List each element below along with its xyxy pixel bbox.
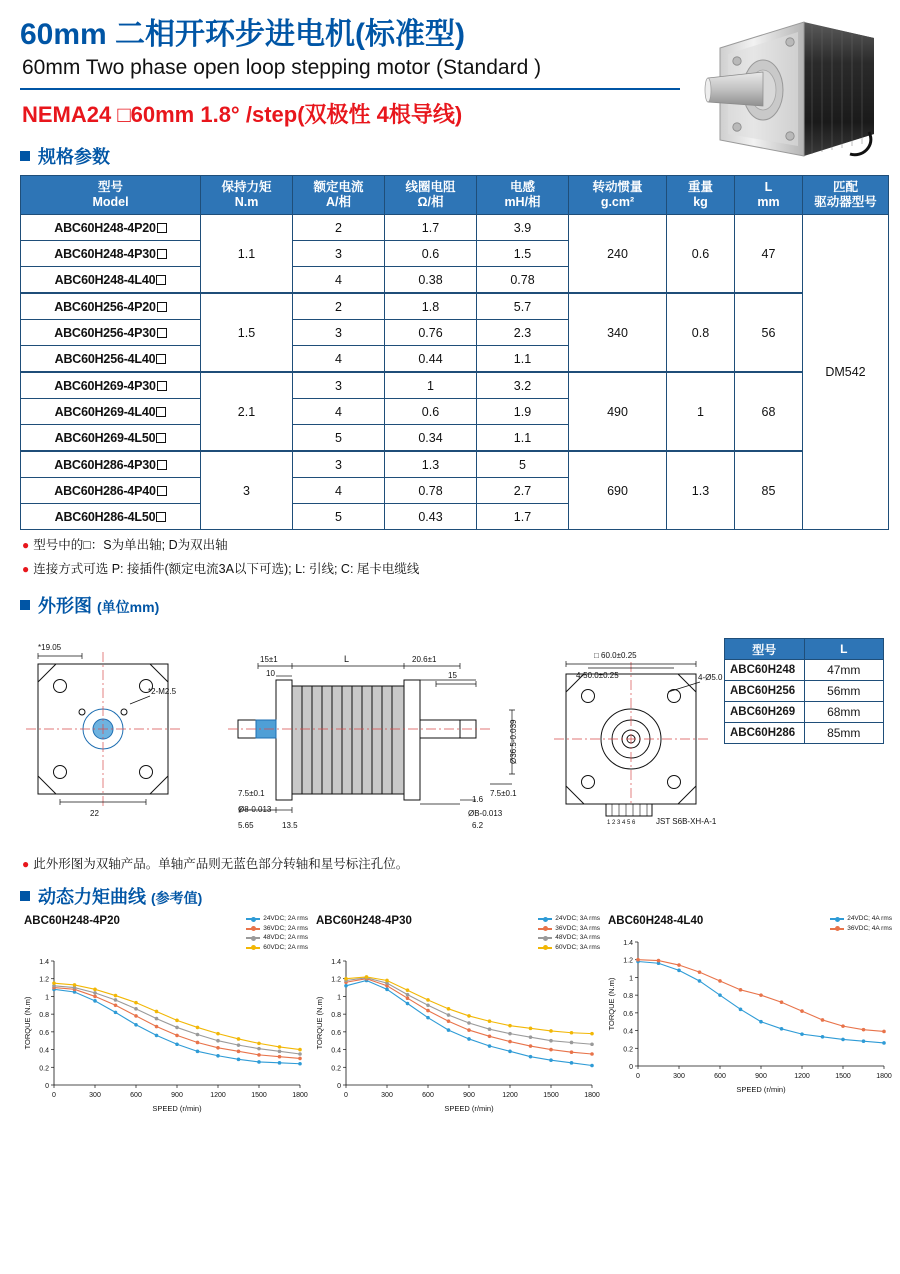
- th-model: 型号 Model: [21, 176, 201, 215]
- svg-text:1800: 1800: [584, 1092, 600, 1099]
- red-dot-icon: ●: [22, 857, 30, 871]
- cell-model: ABC60H286-4P30: [21, 451, 201, 478]
- cell-resistance: 1.8: [385, 293, 477, 320]
- svg-text:0: 0: [344, 1092, 348, 1099]
- connector-pin-numbers: 1 2 3 4 5 6: [607, 820, 636, 826]
- dim-60-025: □ 60.0±0.25: [594, 651, 637, 660]
- th-l-value: L: [804, 639, 884, 660]
- chart-title: ABC60H248-4L40: [608, 915, 704, 927]
- red-dot-icon: ●: [22, 562, 30, 576]
- dim-4-50: 4-50.0±0.25: [576, 671, 619, 680]
- svg-text:600: 600: [422, 1092, 434, 1099]
- cell-resistance: 1.7: [385, 215, 477, 241]
- cell-torque: 1.5: [201, 293, 293, 372]
- legend-swatch: [246, 928, 260, 930]
- shaft-option-box-icon: [157, 223, 167, 233]
- svg-text:1: 1: [45, 994, 49, 1002]
- dim-15b: 15: [448, 671, 457, 680]
- svg-text:1500: 1500: [543, 1092, 559, 1099]
- note-outline: ● 此外形图为双轴产品。单轴产品则无蓝色部分转轴和星号标注孔位。: [22, 857, 409, 871]
- dim-19-05: *19.05: [38, 643, 62, 652]
- connector-part-number: JST S6B-XH-A-1: [656, 817, 717, 826]
- cell-driver: DM542: [803, 215, 889, 530]
- cell-length: 47mm: [804, 660, 884, 681]
- svg-text:0.2: 0.2: [331, 1065, 341, 1073]
- cell-weight: 0.6: [667, 215, 735, 294]
- cell-inertia: 240: [569, 215, 667, 294]
- chart-title: ABC60H248-4P20: [24, 915, 120, 927]
- legend-swatch: [246, 947, 260, 949]
- note-shaft-code: ● 型号中的□：S为单出轴; D为双出轴: [22, 538, 228, 552]
- cell-weight: 1.3: [667, 451, 735, 530]
- cell-model: ABC60H256-4P20: [21, 293, 201, 320]
- cell-current: 3: [293, 241, 385, 267]
- svg-text:SPEED (r/min): SPEED (r/min): [736, 1085, 786, 1094]
- cell-inductance: 1.9: [477, 399, 569, 425]
- cell-weight: 1: [667, 372, 735, 451]
- legend-label: 36VDC; 2A rms: [263, 924, 308, 932]
- svg-text:1.2: 1.2: [39, 976, 49, 984]
- legend-swatch: [246, 937, 260, 939]
- cell-torque: 3: [201, 451, 293, 530]
- spec-table-body: [21, 215, 889, 530]
- cell-current: 3: [293, 320, 385, 346]
- cell-model: ABC60H248-4P20: [21, 215, 201, 241]
- cell-resistance: 0.38: [385, 267, 477, 294]
- cell-resistance: 0.6: [385, 399, 477, 425]
- cell-inductance: 1.1: [477, 425, 569, 452]
- cell-inductance: 1.7: [477, 504, 569, 530]
- cell-weight: 0.8: [667, 293, 735, 372]
- legend-label: 24VDC; 4A rms: [847, 915, 892, 922]
- cell-current: 3: [293, 451, 385, 478]
- svg-text:1: 1: [337, 994, 341, 1002]
- dim-565: 5.65: [238, 821, 254, 830]
- svg-text:0: 0: [629, 1064, 633, 1071]
- drawing-view-rear: [554, 651, 723, 826]
- th-resistance: 线圈电阻 Ω/相: [385, 176, 477, 215]
- cell-inductance: 2.3: [477, 320, 569, 346]
- cell-inductance: 3.2: [477, 372, 569, 399]
- cell-model: ABC60H269: [725, 702, 805, 723]
- table-row: [21, 215, 889, 241]
- cell-length: 56mm: [804, 681, 884, 702]
- svg-text:SPEED (r/min): SPEED (r/min): [444, 1104, 494, 1113]
- shaft-option-box-icon: [157, 328, 167, 338]
- bullet-square-icon: [20, 151, 30, 161]
- outline-drawings: [20, 624, 888, 854]
- section-outline-heading: [20, 592, 884, 618]
- legend-swatch: [538, 947, 552, 949]
- cell-model: ABC60H286-4L50: [21, 504, 201, 530]
- dim-L: L: [344, 654, 350, 664]
- th-torque: 保持力矩 N.m: [201, 176, 293, 215]
- dim-75-01: 7.5±0.1: [238, 789, 265, 798]
- dim-d8: Ø8-0.013: [238, 805, 272, 814]
- legend-label: 24VDC; 3A rms: [555, 915, 600, 922]
- cell-resistance: 0.6: [385, 241, 477, 267]
- chart-title: ABC60H248-4P30: [316, 915, 412, 927]
- cell-resistance: 1: [385, 372, 477, 399]
- cell-current: 4: [293, 346, 385, 373]
- svg-text:0.2: 0.2: [39, 1065, 49, 1073]
- cell-length: 56: [735, 293, 803, 372]
- table-row: [21, 372, 889, 399]
- svg-text:1.2: 1.2: [623, 957, 633, 965]
- legend-label: 24VDC; 2A rms: [263, 915, 308, 922]
- table-row: [21, 451, 889, 478]
- legend-label: 36VDC; 3A rms: [555, 924, 600, 932]
- legend-swatch: [830, 918, 844, 920]
- legend-label: 60VDC; 2A rms: [263, 943, 308, 951]
- svg-text:1500: 1500: [835, 1073, 851, 1080]
- chart-abc60h248-4l40: [604, 915, 892, 1130]
- shaft-option-box-icon: [156, 433, 166, 443]
- svg-text:300: 300: [89, 1092, 101, 1099]
- cell-length: 68: [735, 372, 803, 451]
- svg-text:TORQUE (N.m): TORQUE (N.m): [23, 996, 32, 1050]
- svg-text:900: 900: [755, 1073, 767, 1080]
- svg-text:1200: 1200: [502, 1092, 518, 1099]
- chart-plot: [312, 953, 600, 1125]
- cell-inertia: 490: [569, 372, 667, 451]
- chart-plot: [604, 934, 892, 1106]
- th-length: L mm: [735, 176, 803, 215]
- svg-text:1200: 1200: [210, 1092, 226, 1099]
- th-weight: 重量 kg: [667, 176, 735, 215]
- cell-current: 4: [293, 267, 385, 294]
- bullet-square-icon: [20, 891, 30, 901]
- dim-62: 6.2: [472, 821, 484, 830]
- cell-current: 5: [293, 425, 385, 452]
- cell-length: 47: [735, 215, 803, 294]
- legend-swatch: [538, 937, 552, 939]
- dim-22: 22: [90, 809, 99, 818]
- bullet-square-icon: [20, 600, 30, 610]
- cell-inertia: 690: [569, 451, 667, 530]
- dim-135: 13.5: [282, 821, 298, 830]
- svg-text:0: 0: [636, 1073, 640, 1080]
- svg-text:1.4: 1.4: [623, 940, 633, 947]
- chart-plot: [20, 953, 308, 1125]
- dim-20-6: 20.6±1: [412, 655, 437, 664]
- svg-text:0.8: 0.8: [331, 1012, 341, 1020]
- svg-text:0.6: 0.6: [39, 1029, 49, 1037]
- cell-inductance: 5: [477, 451, 569, 478]
- svg-text:1800: 1800: [292, 1092, 308, 1099]
- svg-text:900: 900: [171, 1092, 183, 1099]
- svg-text:0: 0: [45, 1083, 49, 1090]
- chart-abc60h248-4p30: [312, 915, 600, 1130]
- th-driver: 匹配 驱动器型号: [803, 176, 889, 215]
- th-inertia: 转动惯量 g.cm²: [569, 176, 667, 215]
- svg-text:0.4: 0.4: [331, 1047, 341, 1055]
- cell-current: 3: [293, 372, 385, 399]
- svg-text:1500: 1500: [251, 1092, 267, 1099]
- svg-text:600: 600: [130, 1092, 142, 1099]
- dim-16: 1.6: [472, 795, 484, 804]
- cell-length: 68mm: [804, 702, 884, 723]
- shaft-option-box-icon: [156, 407, 166, 417]
- svg-text:0.4: 0.4: [623, 1028, 633, 1036]
- svg-text:300: 300: [673, 1073, 685, 1080]
- dim-4-d5: 4-Ø5.0: [698, 673, 723, 682]
- th-inductance: 电感 mH/相: [477, 176, 569, 215]
- section-curve-title: 动态力矩曲线 (参考值): [38, 887, 203, 907]
- svg-text:0: 0: [52, 1092, 56, 1099]
- cell-length: 85mm: [804, 723, 884, 744]
- drawing-view-side: [228, 654, 518, 830]
- dim-75-01b: 7.5±0.1: [490, 789, 517, 798]
- outline-drawing-svg: [20, 624, 888, 854]
- legend-swatch: [246, 918, 260, 920]
- cell-inductance: 3.9: [477, 215, 569, 241]
- chart-legend: [830, 915, 892, 934]
- th-current: 额定电流 A/相: [293, 176, 385, 215]
- drawing-view-front: [26, 643, 182, 818]
- chart-abc60h248-4p20: [20, 915, 308, 1130]
- nema-spec-line: NEMA24 □60mm 1.8° /step(双极性 4根导线): [22, 102, 463, 127]
- cell-model: ABC60H256-4P30: [21, 320, 201, 346]
- note-connection: ● 连接方式可选 P: 接插件(额定电流3A以下可选); L: 引线; C: 尾卡电缆线: [22, 562, 420, 576]
- svg-text:SPEED (r/min): SPEED (r/min): [152, 1104, 202, 1113]
- svg-text:0.8: 0.8: [39, 1012, 49, 1020]
- svg-text:0.6: 0.6: [331, 1029, 341, 1037]
- cell-resistance: 0.76: [385, 320, 477, 346]
- svg-text:600: 600: [714, 1073, 726, 1080]
- section-outline-title: 外形图 (单位mm): [38, 596, 160, 616]
- shaft-option-box-icon: [157, 381, 167, 391]
- dim-2-m25: *2-M2.5: [148, 687, 177, 696]
- chart-legend: [538, 915, 600, 953]
- svg-text:TORQUE (N.m): TORQUE (N.m): [607, 977, 616, 1031]
- shaft-option-box-icon: [157, 460, 167, 470]
- legend-label: 48VDC; 2A rms: [263, 934, 308, 941]
- legend-label: 36VDC; 4A rms: [847, 924, 892, 932]
- svg-text:0: 0: [337, 1083, 341, 1090]
- cell-resistance: 0.43: [385, 504, 477, 530]
- cell-model: ABC60H248-4L40: [21, 267, 201, 294]
- legend-swatch: [538, 928, 552, 930]
- cell-current: 5: [293, 504, 385, 530]
- th-l-model: 型号: [725, 639, 805, 660]
- table-row: [21, 293, 889, 320]
- svg-text:300: 300: [381, 1092, 393, 1099]
- page-subtitle: 60mm Two phase open loop stepping motor (Standard ): [22, 56, 542, 79]
- cell-inertia: 340: [569, 293, 667, 372]
- legend-swatch: [830, 928, 844, 930]
- cell-current: 2: [293, 293, 385, 320]
- section-curve-heading: [20, 883, 884, 909]
- svg-text:0.2: 0.2: [623, 1046, 633, 1054]
- svg-text:0.8: 0.8: [623, 993, 633, 1001]
- section-spec-title: 规格参数: [38, 147, 110, 167]
- cell-inductance: 1.5: [477, 241, 569, 267]
- cell-inductance: 1.1: [477, 346, 569, 373]
- spec-table: [20, 175, 889, 530]
- svg-text:TORQUE (N.m): TORQUE (N.m): [315, 996, 324, 1050]
- shaft-option-box-icon: [156, 512, 166, 522]
- cell-current: 2: [293, 215, 385, 241]
- svg-text:1800: 1800: [876, 1073, 892, 1080]
- dim-dB: ØB-0.013: [468, 809, 503, 818]
- cell-resistance: 0.78: [385, 478, 477, 504]
- cell-current: 4: [293, 478, 385, 504]
- cell-model: ABC60H256-4L40: [21, 346, 201, 373]
- shaft-option-box-icon: [157, 302, 167, 312]
- cell-inductance: 2.7: [477, 478, 569, 504]
- cell-model: ABC60H256: [725, 681, 805, 702]
- cell-inductance: 5.7: [477, 293, 569, 320]
- cell-torque: 1.1: [201, 215, 293, 294]
- cell-model: ABC60H269-4P30: [21, 372, 201, 399]
- red-dot-icon: ●: [22, 538, 30, 552]
- svg-text:0.4: 0.4: [39, 1047, 49, 1055]
- cell-model: ABC60H269-4L50: [21, 425, 201, 452]
- svg-text:1.4: 1.4: [39, 959, 49, 966]
- cell-model: ABC60H248: [725, 660, 805, 681]
- shaft-option-box-icon: [156, 354, 166, 364]
- cell-model: ABC60H248-4P30: [21, 241, 201, 267]
- cell-inductance: 0.78: [477, 267, 569, 294]
- shaft-option-box-icon: [157, 249, 167, 259]
- torque-curve-charts: [20, 915, 892, 1130]
- dim-10: 10: [266, 669, 275, 678]
- svg-text:1.2: 1.2: [331, 976, 341, 984]
- svg-text:1200: 1200: [794, 1073, 810, 1080]
- svg-text:1: 1: [629, 975, 633, 983]
- svg-text:1.4: 1.4: [331, 959, 341, 966]
- cell-resistance: 0.44: [385, 346, 477, 373]
- legend-label: 48VDC; 3A rms: [555, 934, 600, 941]
- svg-text:900: 900: [463, 1092, 475, 1099]
- cell-resistance: 0.34: [385, 425, 477, 452]
- header-divider: [20, 88, 680, 90]
- cell-current: 4: [293, 399, 385, 425]
- page-title: 60mm 二相开环步进电机(标准型): [20, 18, 466, 51]
- legend-swatch: [538, 918, 552, 920]
- cell-resistance: 1.3: [385, 451, 477, 478]
- dim-15pm1: 15±1: [260, 655, 278, 664]
- shaft-option-box-icon: [157, 486, 167, 496]
- cell-model: ABC60H269-4L40: [21, 399, 201, 425]
- dim-d365: Ø36.5-0.039: [509, 719, 518, 764]
- cell-length: 85: [735, 451, 803, 530]
- cell-torque: 2.1: [201, 372, 293, 451]
- chart-legend: [246, 915, 308, 953]
- cell-model: ABC60H286-4P40: [21, 478, 201, 504]
- svg-text:0.6: 0.6: [623, 1010, 633, 1018]
- shaft-option-box-icon: [156, 275, 166, 285]
- cell-model: ABC60H286: [725, 723, 805, 744]
- motor-product-image: [684, 14, 884, 184]
- legend-label: 60VDC; 3A rms: [555, 943, 600, 951]
